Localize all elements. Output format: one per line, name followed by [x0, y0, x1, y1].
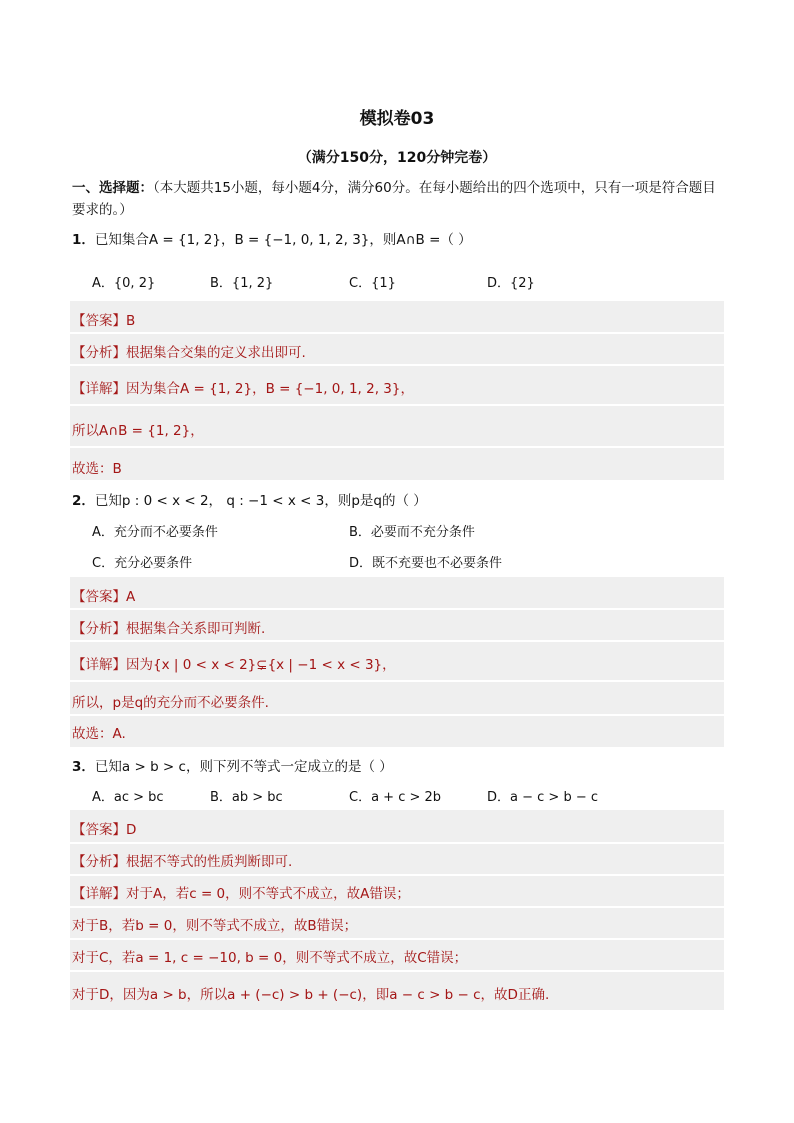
question-2-stem: [72, 489, 427, 509]
page-subtitle: （满分150分，120分钟完卷）: [297, 150, 497, 166]
q3-detail: 【详解】对于A，若c = 0，则不等式不成立，故A错误；: [72, 886, 410, 902]
q2-detail: 【详解】因为{x | 0 < x < 2}⊊{x | −1 < x < 3}，: [72, 657, 396, 673]
q1-detail-line2: 所以A∩B = {1, 2}，: [72, 423, 204, 439]
q1-option-b: B．{1, 2}: [210, 276, 274, 291]
q3-solution-box: [70, 810, 724, 1010]
q3-option-a: A．ac > bc: [92, 790, 164, 805]
question-number: 1．: [72, 232, 95, 248]
q2-analysis: 【分析】根据集合关系即可判断.: [72, 621, 266, 637]
divider: [70, 970, 724, 972]
q1-analysis: 【分析】根据集合交集的定义求出即可.: [72, 345, 306, 361]
divider: [70, 446, 724, 448]
q1-option-a: A．{0, 2}: [92, 276, 156, 291]
question-1-stem: [72, 228, 472, 248]
q1-option-c: C．{1}: [349, 276, 396, 291]
divider: [70, 938, 724, 940]
divider: [70, 680, 724, 682]
q2-option-c: C．充分必要条件: [92, 556, 193, 571]
q3-detail-line4: 对于D，因为a > b，所以a + (−c) > b + (−c)，即a − c > b − c，故D正确.: [72, 987, 550, 1003]
divider: [70, 404, 724, 406]
q2-answer: 【答案】A: [72, 589, 136, 605]
divider: [70, 906, 724, 908]
q1-choose: 故选：B: [72, 461, 122, 477]
question-text: 已知a > b > c，则下列不等式一定成立的是（ ）: [94, 759, 393, 775]
section-text: （本大题共15小题，每小题4分，满分60分。在每小题给出的四个选项中，只有一项是符合题目要求的。）: [72, 180, 716, 218]
question-text: 已知p : 0 < x < 2， q : −1 < x < 3，则p是q的（ ）: [94, 493, 427, 509]
q2-option-b: B．必要而不充分条件: [349, 525, 475, 540]
divider: [70, 364, 724, 366]
q1-answer: 【答案】B: [72, 313, 136, 329]
q3-analysis: 【分析】根据不等式的性质判断即可.: [72, 854, 293, 870]
divider: [70, 608, 724, 610]
q3-detail-line3: 对于C，若a = 1, c = −10, b = 0，则不等式不成立，故C错误；: [72, 950, 468, 966]
question-3-stem: [72, 755, 393, 775]
q1-option-d: D．{2}: [487, 276, 535, 291]
question-text: 已知集合A = {1, 2}，B = {−1, 0, 1, 2, 3}，则A∩B =（ ）: [94, 232, 472, 248]
q2-option-d: D．既不充要也不必要条件: [349, 556, 503, 571]
q3-option-d: D．a − c > b − c: [487, 790, 598, 805]
q2-choose: 故选：A.: [72, 726, 126, 742]
section-heading: 一、选择题：: [72, 180, 153, 196]
divider: [70, 874, 724, 876]
q2-detail-line2: 所以，p是q的充分而不必要条件.: [72, 695, 269, 711]
q1-detail: 【详解】因为集合A = {1, 2}，B = {−1, 0, 1, 2, 3}，: [72, 381, 414, 397]
page-title: 模拟卷03: [359, 109, 435, 129]
q3-detail-line2: 对于B，若b = 0，则不等式不成立，故B错误；: [72, 918, 358, 934]
divider: [70, 332, 724, 334]
q2-option-a: A．充分而不必要条件: [92, 525, 218, 540]
q3-answer: 【答案】D: [72, 822, 137, 838]
question-number: 2．: [72, 493, 95, 509]
section-instructions: [72, 177, 724, 221]
divider: [70, 842, 724, 844]
question-number: 3．: [72, 759, 95, 775]
divider: [70, 714, 724, 716]
q3-option-b: B．ab > bc: [210, 790, 283, 805]
q3-option-c: C．a + c > 2b: [349, 790, 442, 805]
divider: [70, 640, 724, 642]
